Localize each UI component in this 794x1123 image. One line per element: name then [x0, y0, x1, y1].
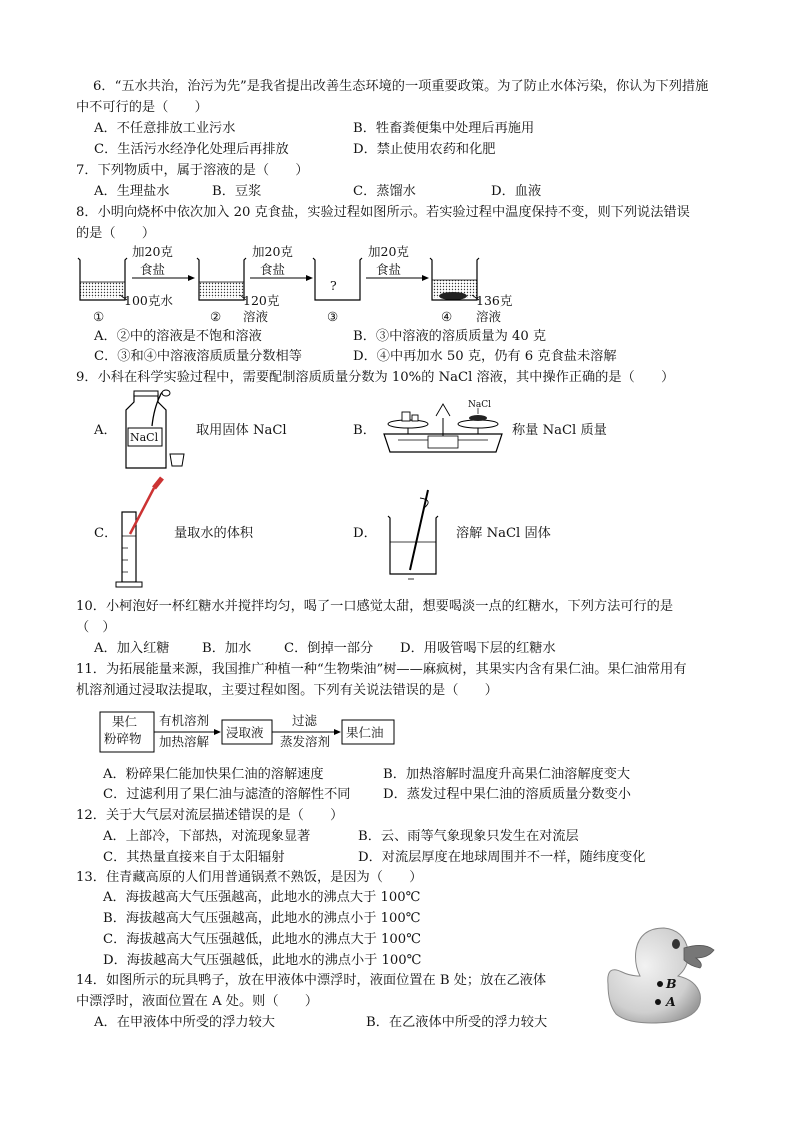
q12-option-d: D．对流层厚度在地球周围并不一样，随纬度变化 — [358, 850, 646, 865]
q11-option-a: A．粉碎果仁能加快果仁油的溶解速度 — [103, 767, 324, 782]
q10-option-d: D．用吸管喝下层的红糖水 — [400, 641, 556, 656]
q7-option-c: C．蒸馏水 — [353, 184, 416, 199]
q9-b-scale-label: NaCl — [468, 400, 492, 410]
q11-step1-top: 有机溶剂 — [159, 713, 210, 728]
q13-stem: 13．住青藏高原的人们用普通锅煮不熟饭，是因为（ ） — [76, 870, 423, 885]
q7-option-d: D．血液 — [491, 184, 542, 199]
q14-option-a: A．在甲液体中所受的浮力较大 — [94, 1015, 275, 1030]
q9-a-bottle-label: NaCl — [130, 431, 159, 444]
beaker-3 — [313, 258, 362, 300]
q11-step2-top: 过滤 — [292, 713, 318, 728]
q14-duck-figure — [600, 920, 720, 1030]
q11-step1-bottom: 加热溶解 — [159, 734, 210, 749]
q8-beaker4-label-line1: 136克 — [476, 293, 513, 308]
q6-option-d: D．禁止使用农药和化肥 — [353, 142, 496, 157]
q7-stem: 7．下列物质中，属于溶液的是（ ） — [76, 163, 309, 178]
q9-stem: 9．小科在科学实验过程中，需要配制溶质质量分数为 10%的 NaCl 溶液，其中操作正确的是（ ） — [76, 370, 675, 385]
q6-option-c: C．生活污水经净化处理后再排放 — [94, 142, 289, 157]
q8-option-d: D．④中再加水 50 克，仍有 6 克食盐未溶解 — [353, 349, 617, 364]
q10-stem-line2: （ ） — [76, 620, 116, 635]
q10-option-b: B．加水 — [202, 641, 252, 656]
q6-option-b: B．牲畜粪便集中处理后再施用 — [353, 121, 535, 136]
q8-stem-line1: 8．小明向烧杯中依次加入 20 克食盐，实验过程如图所示。若实验过程中温度保持不变，则下列说法错误 — [76, 205, 690, 220]
q9-option-b-text: 称量 NaCl 质量 — [512, 423, 607, 438]
q8-beaker2-label-line2: 溶液 — [243, 309, 269, 324]
q8-arrow3-top: 加20克 — [368, 244, 409, 259]
q10-stem-line1: 10．小柯泡好一杯红糖水并搅拌均匀，喝了一口感觉太甜，想要喝淡一点的红糖水，下列方法可行的是 — [76, 599, 674, 614]
q11-option-c: C．过滤利用了果仁油与滤渣的溶解性不同 — [103, 787, 351, 802]
q9-option-c-text: 量取水的体积 — [174, 526, 254, 541]
q7-option-a: A．生理盐水 — [94, 184, 170, 199]
q6-stem-line2: 中不可行的是（ ） — [76, 100, 208, 115]
q11-box1-line2: 粉碎物 — [104, 731, 142, 746]
q14-stem-line1: 14．如图所示的玩具鸭子，放在甲液体中漂浮时，液面位置在 B 处；放在乙液体 — [76, 973, 547, 988]
q11-box3: 果仁油 — [346, 725, 384, 740]
beaker-1 — [78, 258, 127, 300]
q11-box2: 浸取液 — [226, 725, 264, 740]
q9-c-cylinder-figure — [114, 476, 170, 590]
q8-arrow2-top: 加20克 — [252, 244, 293, 259]
q10-option-a: A．加入红糖 — [94, 641, 170, 656]
q8-beaker2-label-line1: 120克 — [243, 293, 280, 308]
q12-stem: 12．关于大气层对流层描述错误的是（ ） — [76, 808, 344, 823]
q7-option-b: B．豆浆 — [212, 184, 262, 199]
q6-stem-line1: 6．“五水共治，治污为先”是我省提出改善生态环境的一项重要政策。为了防止水体污染，你认为下列措施 — [93, 79, 709, 94]
q13-option-b: B．海拔越高大气压强越高，此地水的沸点小于 100℃ — [103, 911, 421, 926]
beaker-2 — [197, 258, 246, 300]
q14-duck-label-a: A — [666, 994, 676, 1009]
q8-num1: ① — [93, 309, 105, 324]
q8-option-a: A．②中的溶液是不饱和溶液 — [94, 329, 262, 344]
q8-num4: ④ — [441, 309, 453, 324]
q13-option-d: D．海拔越高大气压强越低，此地水的沸点小于 100℃ — [103, 953, 422, 968]
q14-duck-label-b: B — [666, 976, 677, 991]
q12-option-c: C．其热量直接来自于太阳辐射 — [103, 850, 285, 865]
q9-option-b-letter: B． — [353, 423, 376, 438]
q6-option-a: A．不任意排放工业污水 — [94, 121, 236, 136]
q11-stem-line1: 11．为拓展能量来源，我国推广种植一种“生物柴油”树——麻疯树，其果实内含有果仁油。果仁油常用有 — [76, 662, 687, 677]
q11-stem-line2: 机溶剂通过浸取法提取，主要过程如图。下列有关说法错误的是（ ） — [76, 683, 498, 698]
q8-num3: ③ — [327, 309, 339, 324]
q8-stem-line2: 的是（ ） — [76, 226, 156, 241]
q13-option-a: A．海拔越高大气压强越高，此地水的沸点大于 100℃ — [103, 890, 421, 905]
q11-option-b: B．加热溶解时温度升高果仁油溶解度变大 — [383, 767, 631, 782]
q8-option-b: B．③中溶液的溶质质量为 40 克 — [353, 329, 547, 344]
q10-option-c: C．倒掉一部分 — [284, 641, 374, 656]
q9-option-d-letter: D． — [353, 526, 377, 541]
q12-option-a: A．上部冷，下部热，对流现象显著 — [103, 829, 311, 844]
q11-box1-line1: 果仁 — [112, 714, 138, 729]
q8-beaker4-label-line2: 溶液 — [476, 309, 502, 324]
q9-option-c-letter: C． — [94, 526, 118, 541]
q9-option-a-letter: A． — [94, 423, 117, 438]
q14-stem-line2: 中漂浮时，液面位置在 A 处。则（ ） — [76, 994, 319, 1009]
q9-option-a-text: 取用固体 NaCl — [196, 423, 287, 438]
q8-arrow2-bottom: 食盐 — [260, 262, 286, 277]
q11-step2-bottom: 蒸发溶剂 — [280, 734, 331, 749]
q8-arrow1-bottom: 食盐 — [140, 262, 166, 277]
q8-arrow3-bottom: 食盐 — [376, 262, 402, 277]
q14-option-b: B．在乙液体中所受的浮力较大 — [366, 1015, 548, 1030]
q9-d-beaker-figure — [384, 486, 448, 582]
q8-arrow1-top: 加20克 — [132, 244, 173, 259]
q8-beaker1-label: 100克水 — [124, 293, 173, 308]
q9-option-d-text: 溶解 NaCl 固体 — [456, 526, 551, 541]
q11-option-d: D．蒸发过程中果仁油的溶质质量分数变小 — [383, 787, 631, 802]
q12-option-b: B．云、雨等气象现象只发生在对流层 — [358, 829, 579, 844]
q8-beaker3-mark: ? — [330, 278, 337, 293]
q8-num2: ② — [210, 309, 222, 324]
beaker-4 — [430, 258, 479, 300]
q13-option-c: C．海拔越高大气压强越低，此地水的沸点大于 100℃ — [103, 932, 421, 947]
q8-option-c: C．③和④中溶液溶质质量分数相等 — [94, 349, 302, 364]
